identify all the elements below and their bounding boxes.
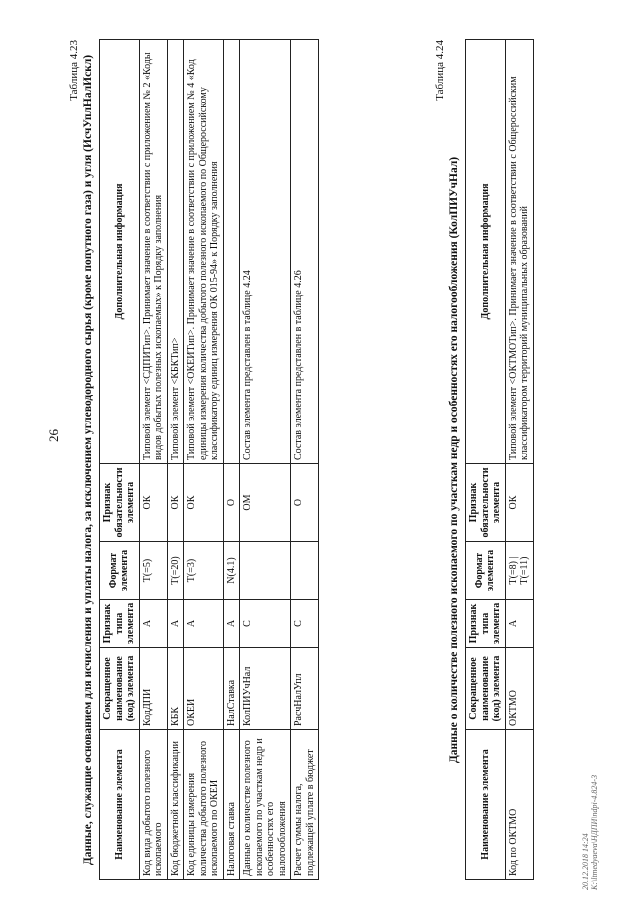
column-header: Формат элемента [100,542,140,600]
table-cell: Код по ОКТМО [505,730,533,880]
table-cell: ОК [505,464,533,542]
column-header: Признак обязательности элемента [466,464,506,542]
table-cell: КБК [167,648,184,730]
table-cell: Код бюджетной классификации [167,730,184,880]
column-header: Наименование элемента [466,730,506,880]
table-title: Данные о количестве полезного ископаемого по участкам недр и особенностях его налогообложения (КолПИУчНал) [448,156,460,764]
table-cell: С [291,600,319,648]
table-cell: Код единицы измерения количества добытого полезного ископаемого по ОКЕИ [184,730,224,880]
table-row [184,40,224,880]
table-row [240,40,291,880]
table-cell: Данные о количестве полезного ископаемого по участкам недр и особенностях его налогообложения [240,730,291,880]
table-cell: НалСтавка [223,648,240,730]
table-cell: А [505,600,533,648]
table-caption: Таблица 4.24 [434,40,446,101]
table-cell: T(=20) [167,542,184,600]
table-cell: ОК [167,464,184,542]
table-cell: Состав элемента представлен в таблице 4.24 [240,40,291,464]
table-cell: Типовой элемент <СДПИТип>. Принимает значение в соответствии с приложением № 2 «Коды видов добытых полезных ископаемых» к Порядку заполнения [139,40,167,464]
table-cell: С [240,600,291,648]
table-cell: А [223,600,240,648]
table-cell: А [184,600,224,648]
table-row [223,40,240,880]
column-header: Сокращенное наименование (код) элемента [466,648,506,730]
table-cell: КодДПИ [139,648,167,730]
column-header: Дополнительная информация [100,40,140,464]
table-cell: РасчНалУпл [291,648,319,730]
table-cell [240,542,291,600]
table-cell: А [167,600,184,648]
table-cell: ОК [139,464,167,542]
column-header: Формат элемента [466,542,506,600]
table-4-24 [465,39,534,880]
table-cell: ОМ [240,464,291,542]
column-header: Сокращенное наименование (код) элемента [100,648,140,730]
table-cell: О [223,464,240,542]
table-row [167,40,184,880]
table-cell: Типовой элемент <ОКЕИТип>. Принимает значение в соответствии с приложением № 4 «Код единицы измерения количества добытого полезного ископаемого по Общероссийскому классификатору единиц измерения ОК 015-94» к Порядку заполнения [184,40,224,464]
table-row [139,40,167,880]
table-cell: Расчет суммы налога, подлежащей уплате в бюджет [291,730,319,880]
table-row [505,40,533,880]
table-cell: ОК [184,464,224,542]
table-cell: T(=5) [139,542,167,600]
table-header-row [100,40,140,880]
table-cell: Типовой элемент <ОКТМОТип>. Принимает значение в соответствии с Общероссийским классификатором территорий муниципальных образований [505,40,533,464]
table-cell: T(=3) [184,542,224,600]
column-header: Дополнительная информация [466,40,506,464]
table-cell: N(4.1) [223,542,240,600]
table-cell: О [291,464,319,542]
table-cell: Налоговая ставка [223,730,240,880]
table-cell [291,542,319,600]
table-caption: Таблица 4.23 [68,40,80,101]
table-cell [223,40,240,464]
table-header-row [466,40,506,880]
table-4-24-block [434,40,594,880]
table-4-23-block [68,40,398,880]
table-cell: КолПИУчНал [240,648,291,730]
page-number: 26 [46,429,61,442]
table-cell: Состав элемента представлен в таблице 4.26 [291,40,319,464]
table-title: Данные, служащие основанием для исчисления и уплаты налога, за исключением углеводородного сырья (кроме попутного газа) и угля (ИсчУплНалИскл) [82,54,94,866]
column-header: Признак типа элемента [466,600,506,648]
table-cell: Типовой элемент <КБКТип> [167,40,184,464]
table-4-23 [99,39,319,880]
stamp-date: 20.12.2018 14:24 [581,833,590,890]
table-cell: Код вида добытого полезного ископаемого [139,730,167,880]
table-cell: ОКТМО [505,648,533,730]
table-row [291,40,319,880]
column-header: Наименование элемента [100,730,140,880]
table-cell: ОКЕИ [184,648,224,730]
column-header: Признак обязательности элемента [100,464,140,542]
table-cell: T(=8) | T(=11) [505,542,533,600]
column-header: Признак типа элемента [100,600,140,648]
stamp-path: K:\ltmedyaeva\НДПИ\ndpi-4.824-3 [589,774,599,890]
table-cell: А [139,600,167,648]
print-stamp [582,775,600,890]
